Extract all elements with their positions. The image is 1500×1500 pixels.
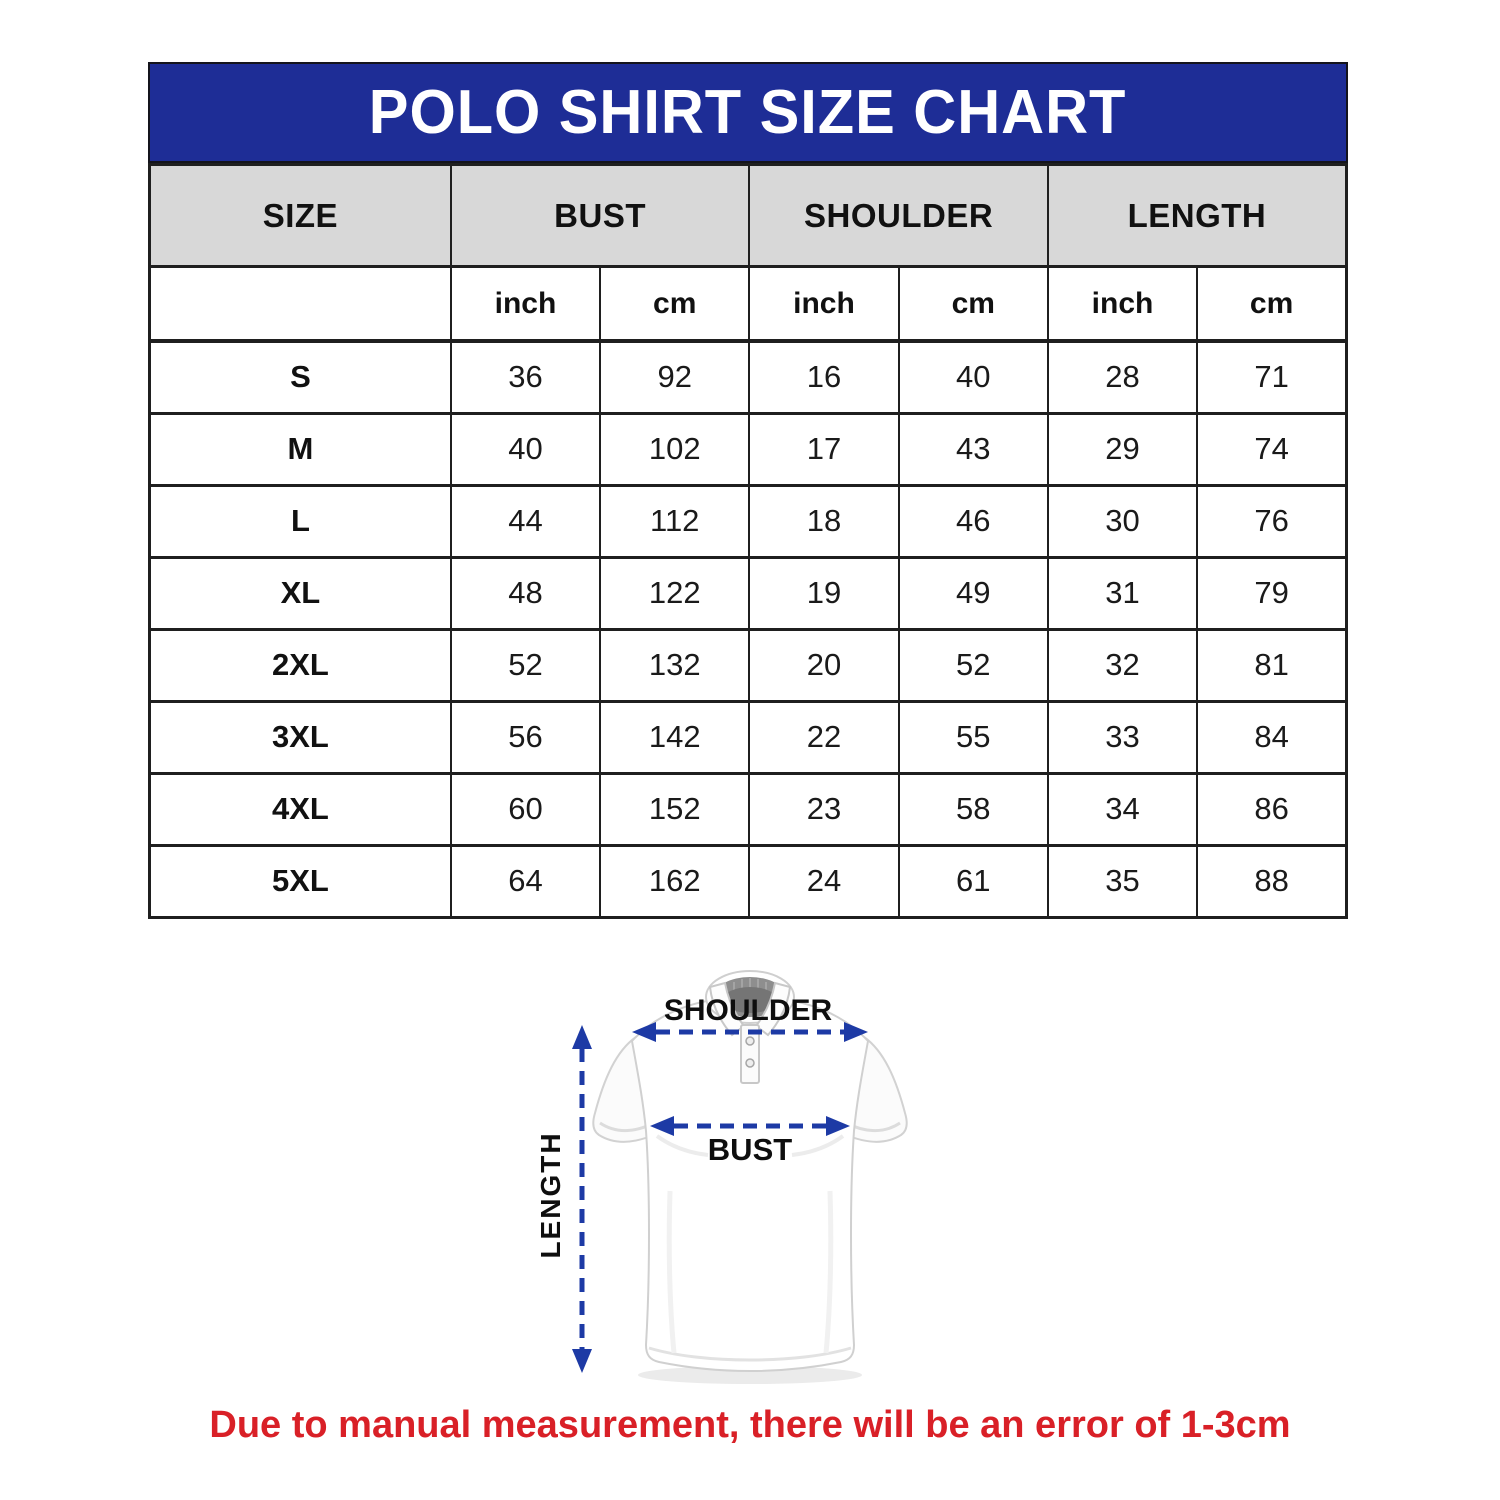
size-cell: 2XL [150,629,451,701]
value-cell: 152 [600,773,749,845]
table-row-l [150,485,1347,557]
value-cell: 48 [451,557,600,629]
value-cell: 55 [899,701,1048,773]
unit-cell-bust-cm: cm [600,267,749,342]
length-arrow [572,1025,592,1373]
measurement-diagram [520,941,980,1398]
table-row-2xl [150,629,1347,701]
measurement-note: Due to manual measurement, there will be an error of 1-3cm [209,1404,1291,1446]
button-top [746,1037,754,1045]
value-cell: 56 [451,701,600,773]
value-cell: 30 [1048,485,1197,557]
value-cell: 81 [1197,629,1346,701]
value-cell: 40 [899,341,1048,413]
value-cell: 60 [451,773,600,845]
value-cell: 44 [451,485,600,557]
value-cell: 112 [600,485,749,557]
unit-cell-shoulder-inch: inch [749,267,898,342]
value-cell: 132 [600,629,749,701]
value-cell: 24 [749,845,898,917]
unit-cell-bust-inch: inch [451,267,600,342]
table-row-3xl [150,701,1347,773]
value-cell: 46 [899,485,1048,557]
table-row-xl [150,557,1347,629]
value-cell: 142 [600,701,749,773]
shoulder-label: SHOULDER [663,994,833,1027]
bust-label: BUST [707,1132,793,1167]
value-cell: 84 [1197,701,1346,773]
size-cell: L [150,485,451,557]
value-cell: 52 [451,629,600,701]
size-cell: XL [150,557,451,629]
value-cell: 40 [451,413,600,485]
size-table [148,163,1348,919]
value-cell: 28 [1048,341,1197,413]
column-header-length: LENGTH [1048,165,1347,267]
table-row-4xl [150,773,1347,845]
table-row-s [150,341,1347,413]
table-group-header-row [150,165,1347,267]
value-cell: 43 [899,413,1048,485]
size-cell: 4XL [150,773,451,845]
column-header-shoulder: SHOULDER [749,165,1048,267]
value-cell: 76 [1197,485,1346,557]
value-cell: 17 [749,413,898,485]
value-cell: 122 [600,557,749,629]
page-title: POLO SHIRT SIZE CHART [369,78,1127,147]
value-cell: 18 [749,485,898,557]
value-cell: 61 [899,845,1048,917]
size-cell: M [150,413,451,485]
value-cell: 86 [1197,773,1346,845]
length-label: LENGTH [535,1131,566,1259]
value-cell: 92 [600,341,749,413]
size-cell: S [150,341,451,413]
value-cell: 20 [749,629,898,701]
value-cell: 23 [749,773,898,845]
table-row-m [150,413,1347,485]
value-cell: 16 [749,341,898,413]
value-cell: 32 [1048,629,1197,701]
table-row-5xl [150,845,1347,917]
button-bottom [746,1059,754,1067]
unit-cell-shoulder-cm: cm [899,267,1048,342]
table-unit-header-row [150,267,1347,342]
value-cell: 79 [1197,557,1346,629]
value-cell: 29 [1048,413,1197,485]
value-cell: 74 [1197,413,1346,485]
column-header-bust: BUST [451,165,750,267]
size-cell: 5XL [150,845,451,917]
title-banner [148,62,1348,163]
value-cell: 102 [600,413,749,485]
unit-cell-length-inch: inch [1048,267,1197,342]
value-cell: 19 [749,557,898,629]
value-cell: 33 [1048,701,1197,773]
value-cell: 36 [451,341,600,413]
value-cell: 88 [1197,845,1346,917]
size-cell: 3XL [150,701,451,773]
value-cell: 31 [1048,557,1197,629]
value-cell: 71 [1197,341,1346,413]
unit-cell-length-cm: cm [1197,267,1346,342]
value-cell: 64 [451,845,600,917]
value-cell: 52 [899,629,1048,701]
value-cell: 35 [1048,845,1197,917]
unit-cell-empty [150,267,451,342]
value-cell: 34 [1048,773,1197,845]
value-cell: 22 [749,701,898,773]
value-cell: 162 [600,845,749,917]
column-header-size: SIZE [150,165,451,267]
size-chart [148,62,1348,919]
value-cell: 58 [899,773,1048,845]
value-cell: 49 [899,557,1048,629]
